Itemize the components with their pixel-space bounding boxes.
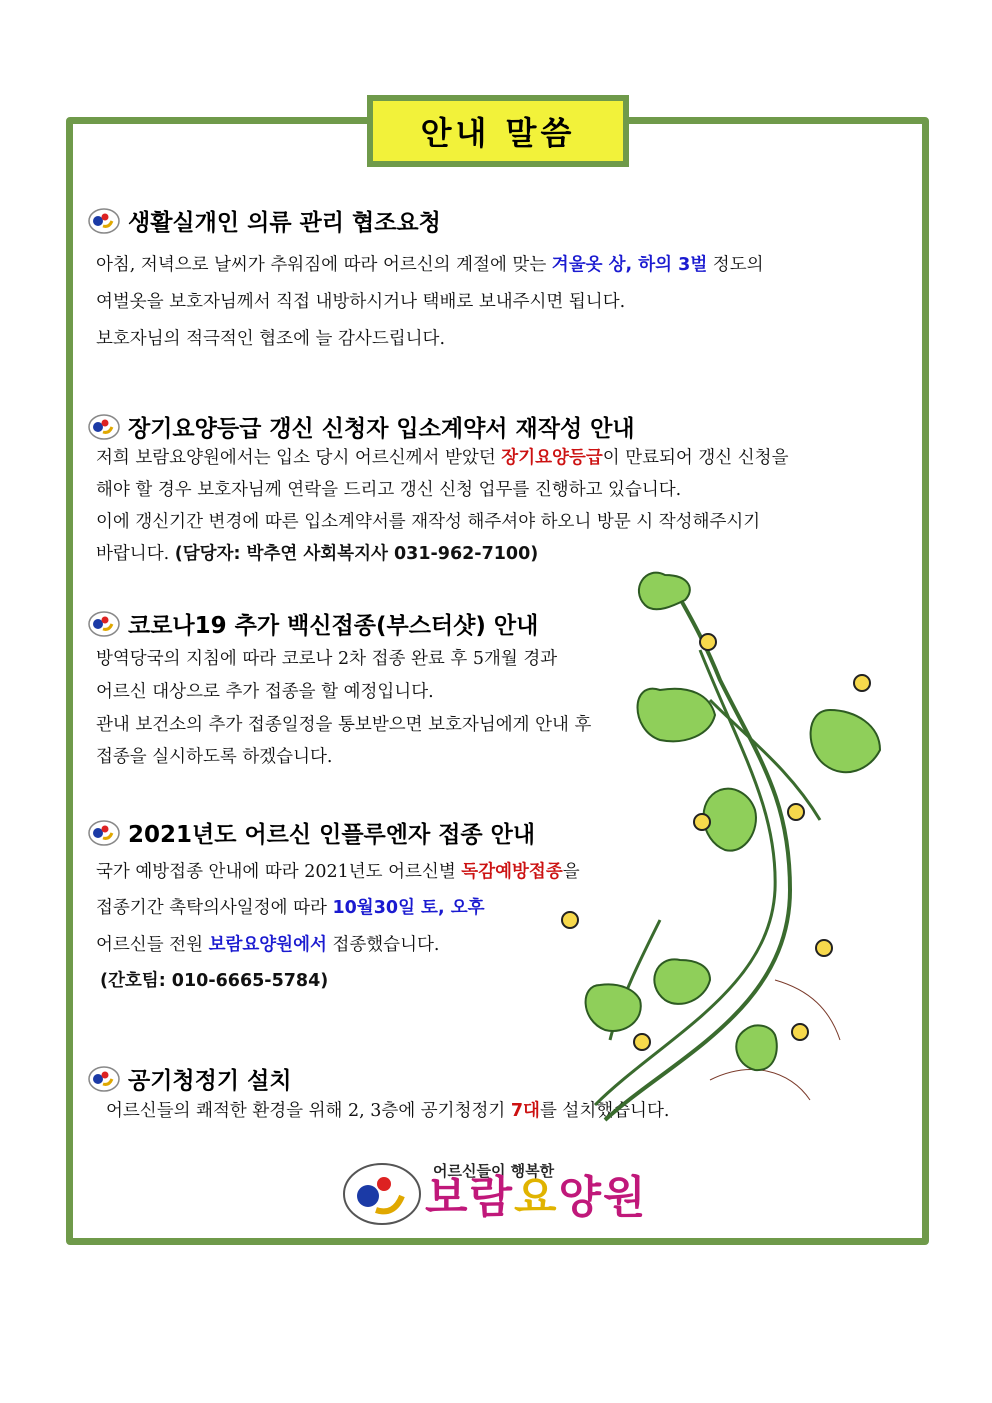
s5-line-1: 어르신들의 쾌적한 환경을 위해 2, 3층에 공기청정기 7대를 설치했습니다. xyxy=(106,1101,670,1121)
emblem-icon xyxy=(88,1066,120,1092)
s3-line-1: 방역당국의 지침에 따라 코로나 2차 접종 완료 후 5개월 경과 xyxy=(96,649,558,669)
section-1-title: 생활실개인 의류 관리 협조요청 xyxy=(128,210,441,236)
section-4-heading xyxy=(88,816,535,849)
s2-line-2: 해야 할 경우 보호자님께 연락을 드리고 갱신 신청 업무를 진행하고 있습니다. xyxy=(96,480,682,500)
s3-line-3: 관내 보건소의 추가 접종일정을 통보받으면 보호자님에게 안내 후 xyxy=(96,715,592,735)
s1-line-1: 아침, 저녁으로 날씨가 추워짐에 따라 어르신의 계절에 맞는 겨울옷 상, 하의 3벌 정도의 xyxy=(96,255,764,275)
vine-illustration xyxy=(560,560,900,1180)
section-4-title: 2021년도 어르신 인플루엔자 접종 안내 xyxy=(128,822,536,848)
section-5-heading xyxy=(88,1062,292,1095)
emblem-icon xyxy=(88,611,120,637)
section-3-heading xyxy=(88,607,538,640)
s1-line-2: 여벌옷을 보호자님께서 직접 내방하시거나 택배로 보내주시면 됩니다. xyxy=(96,292,626,312)
section-3-title: 코로나19 추가 백신접종(부스터샷) 안내 xyxy=(128,613,539,639)
s3-line-4: 접종을 실시하도록 하겠습니다. xyxy=(96,747,333,767)
s4-line-1: 국가 예방접종 안내에 따라 2021년도 어르신별 독감예방접종을 xyxy=(96,862,580,882)
title-box xyxy=(367,95,629,167)
s2-line-4: 바랍니다. (담당자: 박추연 사회복지사 031-962-7100) xyxy=(96,544,539,564)
s4-line-2: 접종기간 촉탁의사일정에 따라 10월30일 토, 오후 xyxy=(96,898,485,918)
page-title: 안내 말씀 xyxy=(373,101,623,161)
s1-line-3: 보호자님의 적극적인 협조에 늘 감사드립니다. xyxy=(96,329,446,349)
emblem-icon xyxy=(88,820,120,846)
emblem-icon xyxy=(88,208,120,234)
section-1-heading xyxy=(88,204,441,237)
section-2-title: 장기요양등급 갱신 신청자 입소계약서 재작성 안내 xyxy=(128,416,635,442)
s3-line-2: 어르신 대상으로 추가 접종을 할 예정입니다. xyxy=(96,682,434,702)
section-2-heading xyxy=(88,410,635,443)
s4-line-3: 어르신들 전원 보람요양원에서 접종했습니다. xyxy=(96,935,440,955)
s4-line-4: (간호팀: 010-6665-5784) xyxy=(100,971,329,991)
logo-tagline: 어르신들이 행복한 xyxy=(433,1162,555,1180)
section-5-title: 공기청정기 설치 xyxy=(128,1068,292,1094)
s2-line-1: 저희 보람요양원에서는 입소 당시 어르신께서 받았던 장기요양등급이 만료되어 갱신 신청을 xyxy=(96,448,789,468)
emblem-icon xyxy=(88,414,120,440)
s2-line-3: 이에 갱신기간 변경에 따른 입소계약서를 재작성 해주셔야 하오니 방문 시 작성해주시기 xyxy=(96,512,761,532)
logo-name: 보람요양원 xyxy=(425,1172,648,1223)
